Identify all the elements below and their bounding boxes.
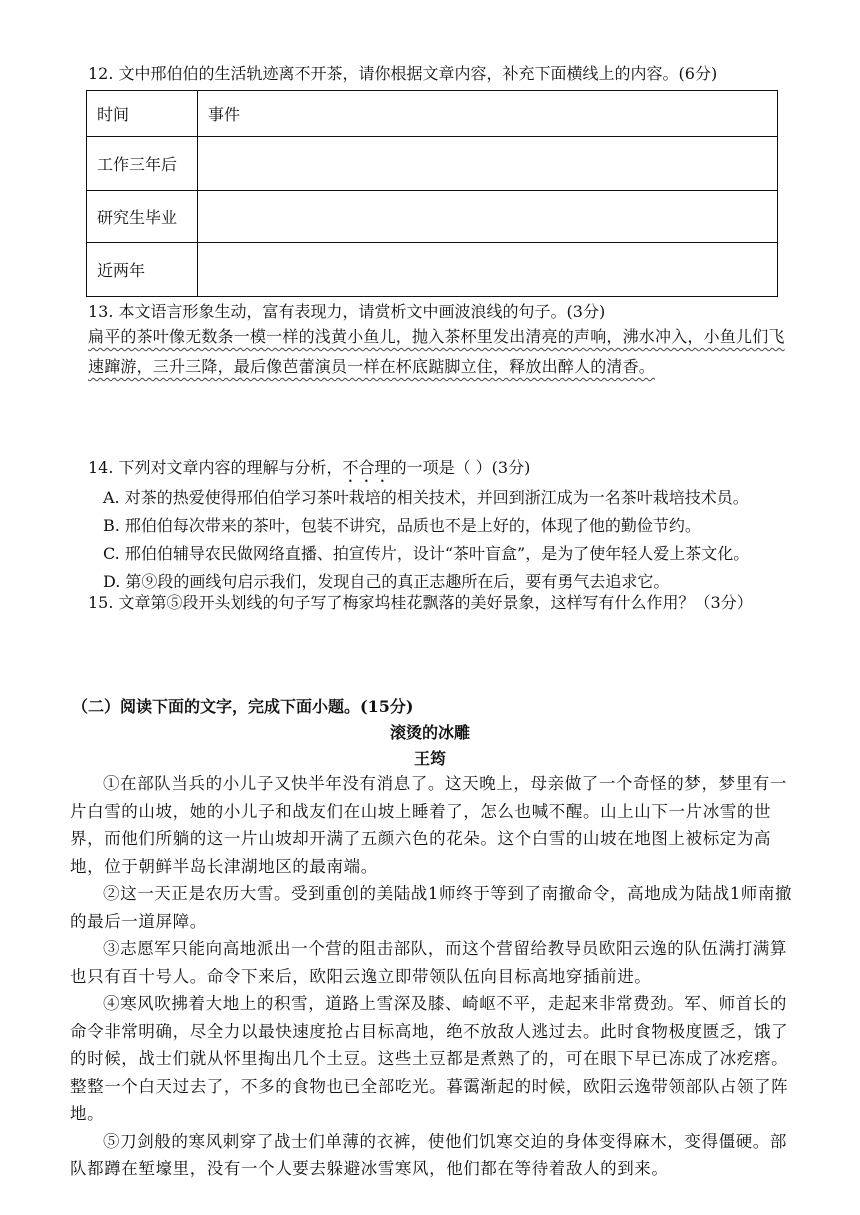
article-body	[70, 770, 798, 1183]
option-d[interactable]: D. 第⑨段的画线句启示我们，发现自己的真正志趣所在后，要有勇气去追求它。	[103, 572, 670, 591]
option-c[interactable]: C. 邢伯伯辅导农民做网络直播、拍宣传片，设计“茶叶盲盒”，是为了使年轻人爱上茶文化。	[103, 544, 750, 563]
wavy-underlined-sentence: 扁平的茶叶像无数条一模一样的浅黄小鱼儿，抛入茶杯里发出清亮的声响，沸水冲入，小鱼儿们飞速蹿游，三升三降，最后像芭蕾演员一样在杯底踮脚立住，释放出醉人的清香。	[88, 327, 785, 376]
emphasis-text: 不合理	[342, 458, 391, 477]
table-row	[87, 191, 778, 243]
option-a[interactable]: A. 对茶的热爱使得邢伯伯学习茶叶栽培的相关技术，并回到浙江成为一名茶叶栽培技术员。	[103, 488, 749, 507]
question-12: 12. 文中邢伯伯的生活轨迹离不开茶，请你根据文章内容，补充下面横线上的内容。(6分)	[88, 64, 718, 83]
row-time: 工作三年后	[87, 137, 198, 191]
question-14-prefix: 14. 下列对文章内容的理解与分析，	[88, 458, 343, 477]
options-list	[103, 484, 749, 596]
header-event: 事件	[198, 91, 778, 137]
article-paragraph: ④寒风吹拂着大地上的积雪，道路上雪深及膝、崎岖不平，走起来非常费劲。军、师首长的命令非常明确，尽全力以最快速度抢占目标高地，绝不放敌人逃过去。此时食物极度匮乏，饿了的时候，战士们就从怀里掏出几个土豆。这些土豆都是煮熟了的，可在眼下早已冻成了冰疙瘩。整整一个白天过去了，不多的食物也已全部吃光。暮霭渐起的时候，欧阳云逸带领部队占领了阵地。	[70, 994, 789, 1123]
answer-cell[interactable]	[198, 137, 778, 191]
article-paragraph: ②这一天正是农历大雪。受到重创的美陆战1师终于等到了南撤命令，高地成为陆战1师南撤的最后一道屏障。	[70, 884, 793, 931]
article-author: 王筠	[413, 749, 446, 768]
question-13: 13. 本文语言形象生动，富有表现力，请赏析文中画波浪线的句子。(3分)	[88, 302, 606, 321]
timeline-table	[86, 90, 778, 297]
answer-cell[interactable]	[198, 191, 778, 243]
question-14	[88, 457, 530, 486]
wavy-quote	[88, 322, 800, 382]
article-paragraph: ⑤刀剑般的寒风刺穿了战士们单薄的衣裤，使他们饥寒交迫的身体变得麻木，变得僵硬。部队都蹲在堑壕里，没有一个人要去躲避冰雪寒风，他们都在等待着敌人的到来。	[70, 1131, 787, 1178]
table-row	[87, 137, 778, 191]
header-time: 时间	[87, 91, 198, 137]
question-14-suffix: 的一项是（ ）(3分)	[390, 458, 531, 477]
article-paragraph: ①在部队当兵的小儿子又快半年没有消息了。这天晚上，母亲做了一个奇怪的梦，梦里有一片白雪的山坡，她的小儿子和战友们在山坡上睡着了，怎么也喊不醒。山上山下一片冰雪的世界，而他们所躺的这一片山坡却开满了五颜六色的花朵。这个白雪的山坡在地图上被标定为高地，位于朝鲜半岛长津湖地区的最南端。	[70, 774, 787, 876]
table-row	[87, 243, 778, 297]
section-heading: （二）阅读下面的文字，完成下面小题。(15分)	[72, 697, 414, 716]
row-time: 近两年	[87, 243, 198, 297]
option-b[interactable]: B. 邢伯伯每次带来的茶叶，包装不讲究，品质也不是上好的，体现了他的勤俭节约。	[103, 516, 701, 535]
question-15: 15. 文章第⑤段开头划线的句子写了梅家坞桂花飘落的美好景象，这样写有什么作用？（3分）	[88, 593, 753, 612]
table-header-row	[87, 91, 778, 137]
answer-cell[interactable]	[198, 243, 778, 297]
article-title: 滚烫的冰雕	[389, 723, 470, 742]
article-paragraph: ③志愿军只能向高地派出一个营的阻击部队，而这个营留给教导员欧阳云逸的队伍满打满算也只有百十号人。命令下来后，欧阳云逸立即带领队伍向目标高地穿插前进。	[70, 939, 787, 986]
row-time: 研究生毕业	[87, 191, 198, 243]
